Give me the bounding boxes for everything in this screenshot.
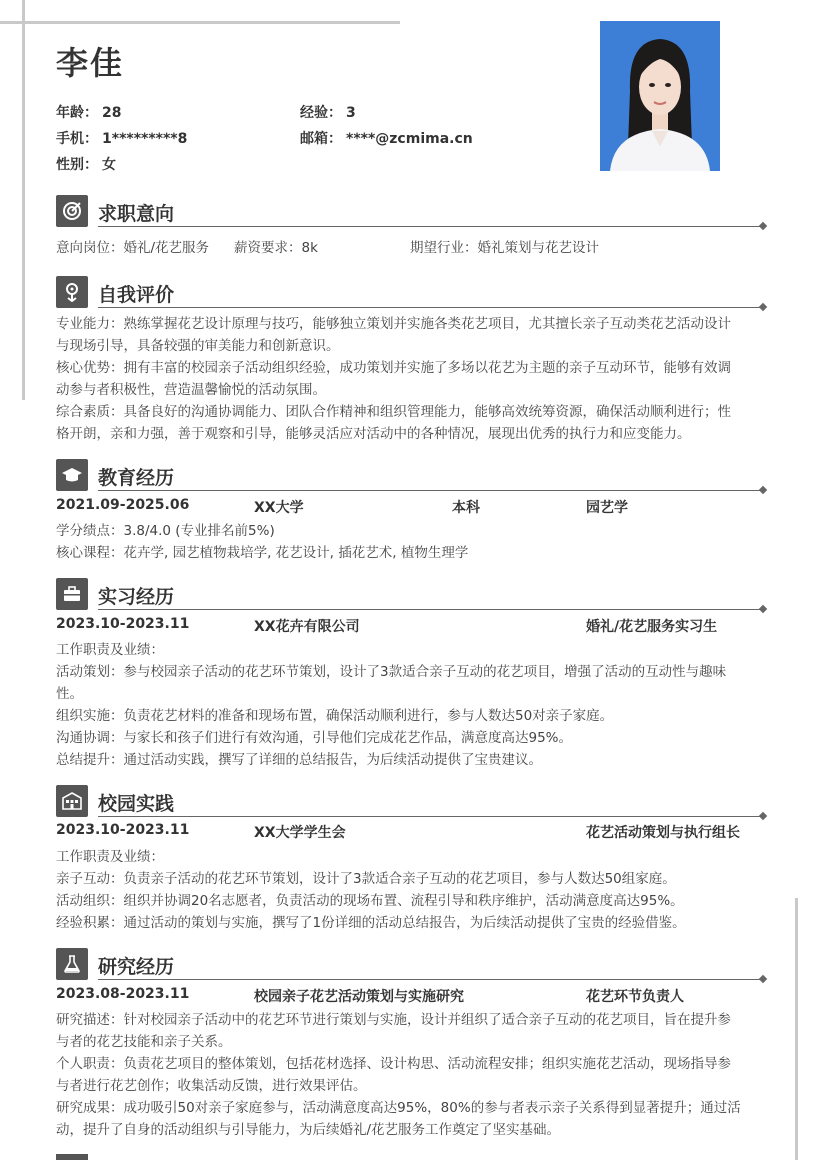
campus-header-row xyxy=(56,822,768,844)
section-title: 研究经历 xyxy=(98,956,175,978)
target-icon xyxy=(56,195,88,227)
campus-role: 花艺活动策划与执行组长 xyxy=(586,825,740,841)
intent-salary: 薪资要求：8k xyxy=(234,240,318,256)
self-eval-line: 综合素质：具备良好的沟通协调能力、团队合作精神和组织管理能力，能够高效统筹资源，确保活动顺利进行；性 xyxy=(56,404,731,420)
research-line: 与者进行花艺创作；收集活动反馈，进行效果评估。 xyxy=(56,1078,367,1094)
section-title: 自我评价 xyxy=(98,284,175,306)
gender-label: 性别： xyxy=(56,157,98,173)
education-date: 2021.09-2025.06 xyxy=(56,497,190,513)
gender-row xyxy=(56,154,116,174)
age-value: 28 xyxy=(102,105,122,121)
self-eval-line: 格开朗，亲和力强，善于观察和引导，能够灵活应对活动中的各种情况，展现出优秀的执行力和应变能力。 xyxy=(56,426,691,442)
research-line: 与者的花艺技能和亲子关系。 xyxy=(56,1034,232,1050)
age-row xyxy=(56,102,121,122)
research-project: 校园亲子花艺活动策划与实施研究 xyxy=(254,989,464,1005)
education-school: XX大学 xyxy=(254,500,304,516)
internship-line: 性。 xyxy=(56,686,83,702)
education-line: 学分绩点：3.8/4.0 (专业排名前5%) xyxy=(56,523,275,539)
building-icon xyxy=(56,785,88,817)
self-eval-line: 与现场引导，具备较强的审美能力和创新意识。 xyxy=(56,338,340,354)
decorative-horizontal-line xyxy=(0,21,400,24)
experience-label: 经验： xyxy=(300,105,342,121)
section-divider xyxy=(98,226,762,227)
internship-line: 总结提升：通过活动实践，撰写了详细的总结报告，为后续活动提供了宝贵建议。 xyxy=(56,752,542,768)
section-title: 教育经历 xyxy=(98,467,175,489)
email-label: 邮箱： xyxy=(300,131,342,147)
internship-date: 2023.10-2023.11 xyxy=(56,616,190,632)
internship-company: XX花卉有限公司 xyxy=(254,619,360,635)
intent-row xyxy=(56,237,768,259)
decorative-vertical-line xyxy=(22,0,25,400)
section-title: 求职意向 xyxy=(98,203,175,225)
gender-value: 女 xyxy=(102,157,116,173)
section-divider xyxy=(98,979,762,980)
research-header-row xyxy=(56,986,768,1008)
intent-industry: 期望行业：婚礼策划与花艺设计 xyxy=(410,240,599,256)
section-research xyxy=(56,948,766,980)
section-job-intent xyxy=(56,195,766,227)
resume-name: 李佳 xyxy=(56,44,125,82)
flower-icon xyxy=(56,276,88,308)
research-line: 研究成果：成功吸引50对亲子家庭参与，活动满意度高达95%，80%的参与者表示亲子关系得到显著提升；通过活 xyxy=(56,1100,741,1116)
education-line: 核心课程：花卉学, 园艺植物栽培学, 花艺设计, 插花艺术, 植物生理学 xyxy=(56,545,469,561)
campus-line: 经验积累：通过活动的策划与实施，撰写了1份详细的活动总结报告，为后续活动提供了宝贵的经验借鉴。 xyxy=(56,915,686,931)
internship-line: 工作职责及业绩： xyxy=(56,642,164,658)
research-line: 动，提升了自身的活动组织与引导能力，为后续婚礼/花艺服务工作奠定了坚实基础。 xyxy=(56,1122,561,1138)
campus-line: 活动组织：组织并协调20名志愿者，负责活动的现场布置、流程引导和秩序维护，活动满意度高达95%。 xyxy=(56,893,684,909)
section-divider-dot xyxy=(759,812,767,820)
profile-photo xyxy=(600,21,720,171)
section-campus-practice xyxy=(56,785,766,817)
section-divider-dot xyxy=(759,486,767,494)
section-divider-dot xyxy=(759,303,767,311)
age-label: 年龄： xyxy=(56,105,98,121)
self-eval-line: 专业能力：熟练掌握花艺设计原理与技巧，能够独立策划并实施各类花艺项目，尤其擅长亲子互动类花艺活动设计 xyxy=(56,316,731,332)
section-education xyxy=(56,459,766,491)
section-divider-dot xyxy=(759,222,767,230)
research-date: 2023.08-2023.11 xyxy=(56,986,190,1002)
internship-line: 活动策划：参与校园亲子活动的花艺环节策划，设计了3款适合亲子互动的花艺项目，增强了活动的互动性与趣味 xyxy=(56,664,727,680)
section-divider xyxy=(98,307,762,308)
internship-line: 组织实施：负责花艺材料的准备和现场布置，确保活动顺利进行，参与人数达50对亲子家庭。 xyxy=(56,708,614,724)
graduation-cap-icon xyxy=(56,459,88,491)
phone-label: 手机： xyxy=(56,131,98,147)
briefcase-icon xyxy=(56,578,88,610)
internship-role: 婚礼/花艺服务实习生 xyxy=(586,619,718,635)
education-header-row xyxy=(56,497,768,519)
decorative-vertical-line-right xyxy=(795,898,798,1160)
research-role: 花艺环节负责人 xyxy=(586,989,684,1005)
section-title: 校园实践 xyxy=(98,793,175,815)
self-eval-line: 核心优势：拥有丰富的校园亲子活动组织经验，成功策划并实施了多场以花艺为主题的亲子互动环节，能够有效调 xyxy=(56,360,731,376)
section-divider xyxy=(98,609,762,610)
self-eval-line: 动参与者积极性，营造温馨愉悦的活动氛围。 xyxy=(56,382,326,398)
email-row xyxy=(300,128,473,148)
phone-row xyxy=(56,128,187,148)
internship-header-row xyxy=(56,616,768,638)
campus-line: 工作职责及业绩： xyxy=(56,849,164,865)
section-title: 实习经历 xyxy=(98,586,175,608)
campus-date: 2023.10-2023.11 xyxy=(56,822,190,838)
section-divider-dot xyxy=(759,975,767,983)
research-line: 个人职责：负责花艺项目的整体策划，包括花材选择、设计构思、活动流程安排；组织实施花艺活动，现场指导参 xyxy=(56,1056,731,1072)
education-degree: 本科 xyxy=(452,500,480,516)
section-internship xyxy=(56,578,766,610)
section-self-evaluation xyxy=(56,276,766,308)
campus-organization: XX大学学生会 xyxy=(254,825,346,841)
education-major: 园艺学 xyxy=(586,500,628,516)
internship-line: 沟通协调：与家长和孩子们进行有效沟通，引导他们完成花艺作品，满意度高达95%。 xyxy=(56,730,573,746)
section-divider xyxy=(98,816,762,817)
intent-position: 意向岗位：婚礼/花艺服务 xyxy=(56,240,210,256)
section-divider xyxy=(98,490,762,491)
flask-icon xyxy=(56,948,88,980)
research-line: 研究描述：针对校园亲子活动中的花艺环节进行策划与实施，设计并组织了适合亲子互动的花艺项目，旨在提升参 xyxy=(56,1012,731,1028)
experience-row xyxy=(300,102,356,122)
section-divider-dot xyxy=(759,605,767,613)
next-section-icon-partial xyxy=(56,1154,88,1160)
phone-value: 1*********8 xyxy=(102,131,188,147)
campus-line: 亲子互动：负责亲子活动的花艺环节策划，设计了3款适合亲子互动的花艺项目，参与人数达50组家庭。 xyxy=(56,871,676,887)
email-value: ****@zcmima.cn xyxy=(346,131,473,147)
experience-value: 3 xyxy=(346,105,356,121)
